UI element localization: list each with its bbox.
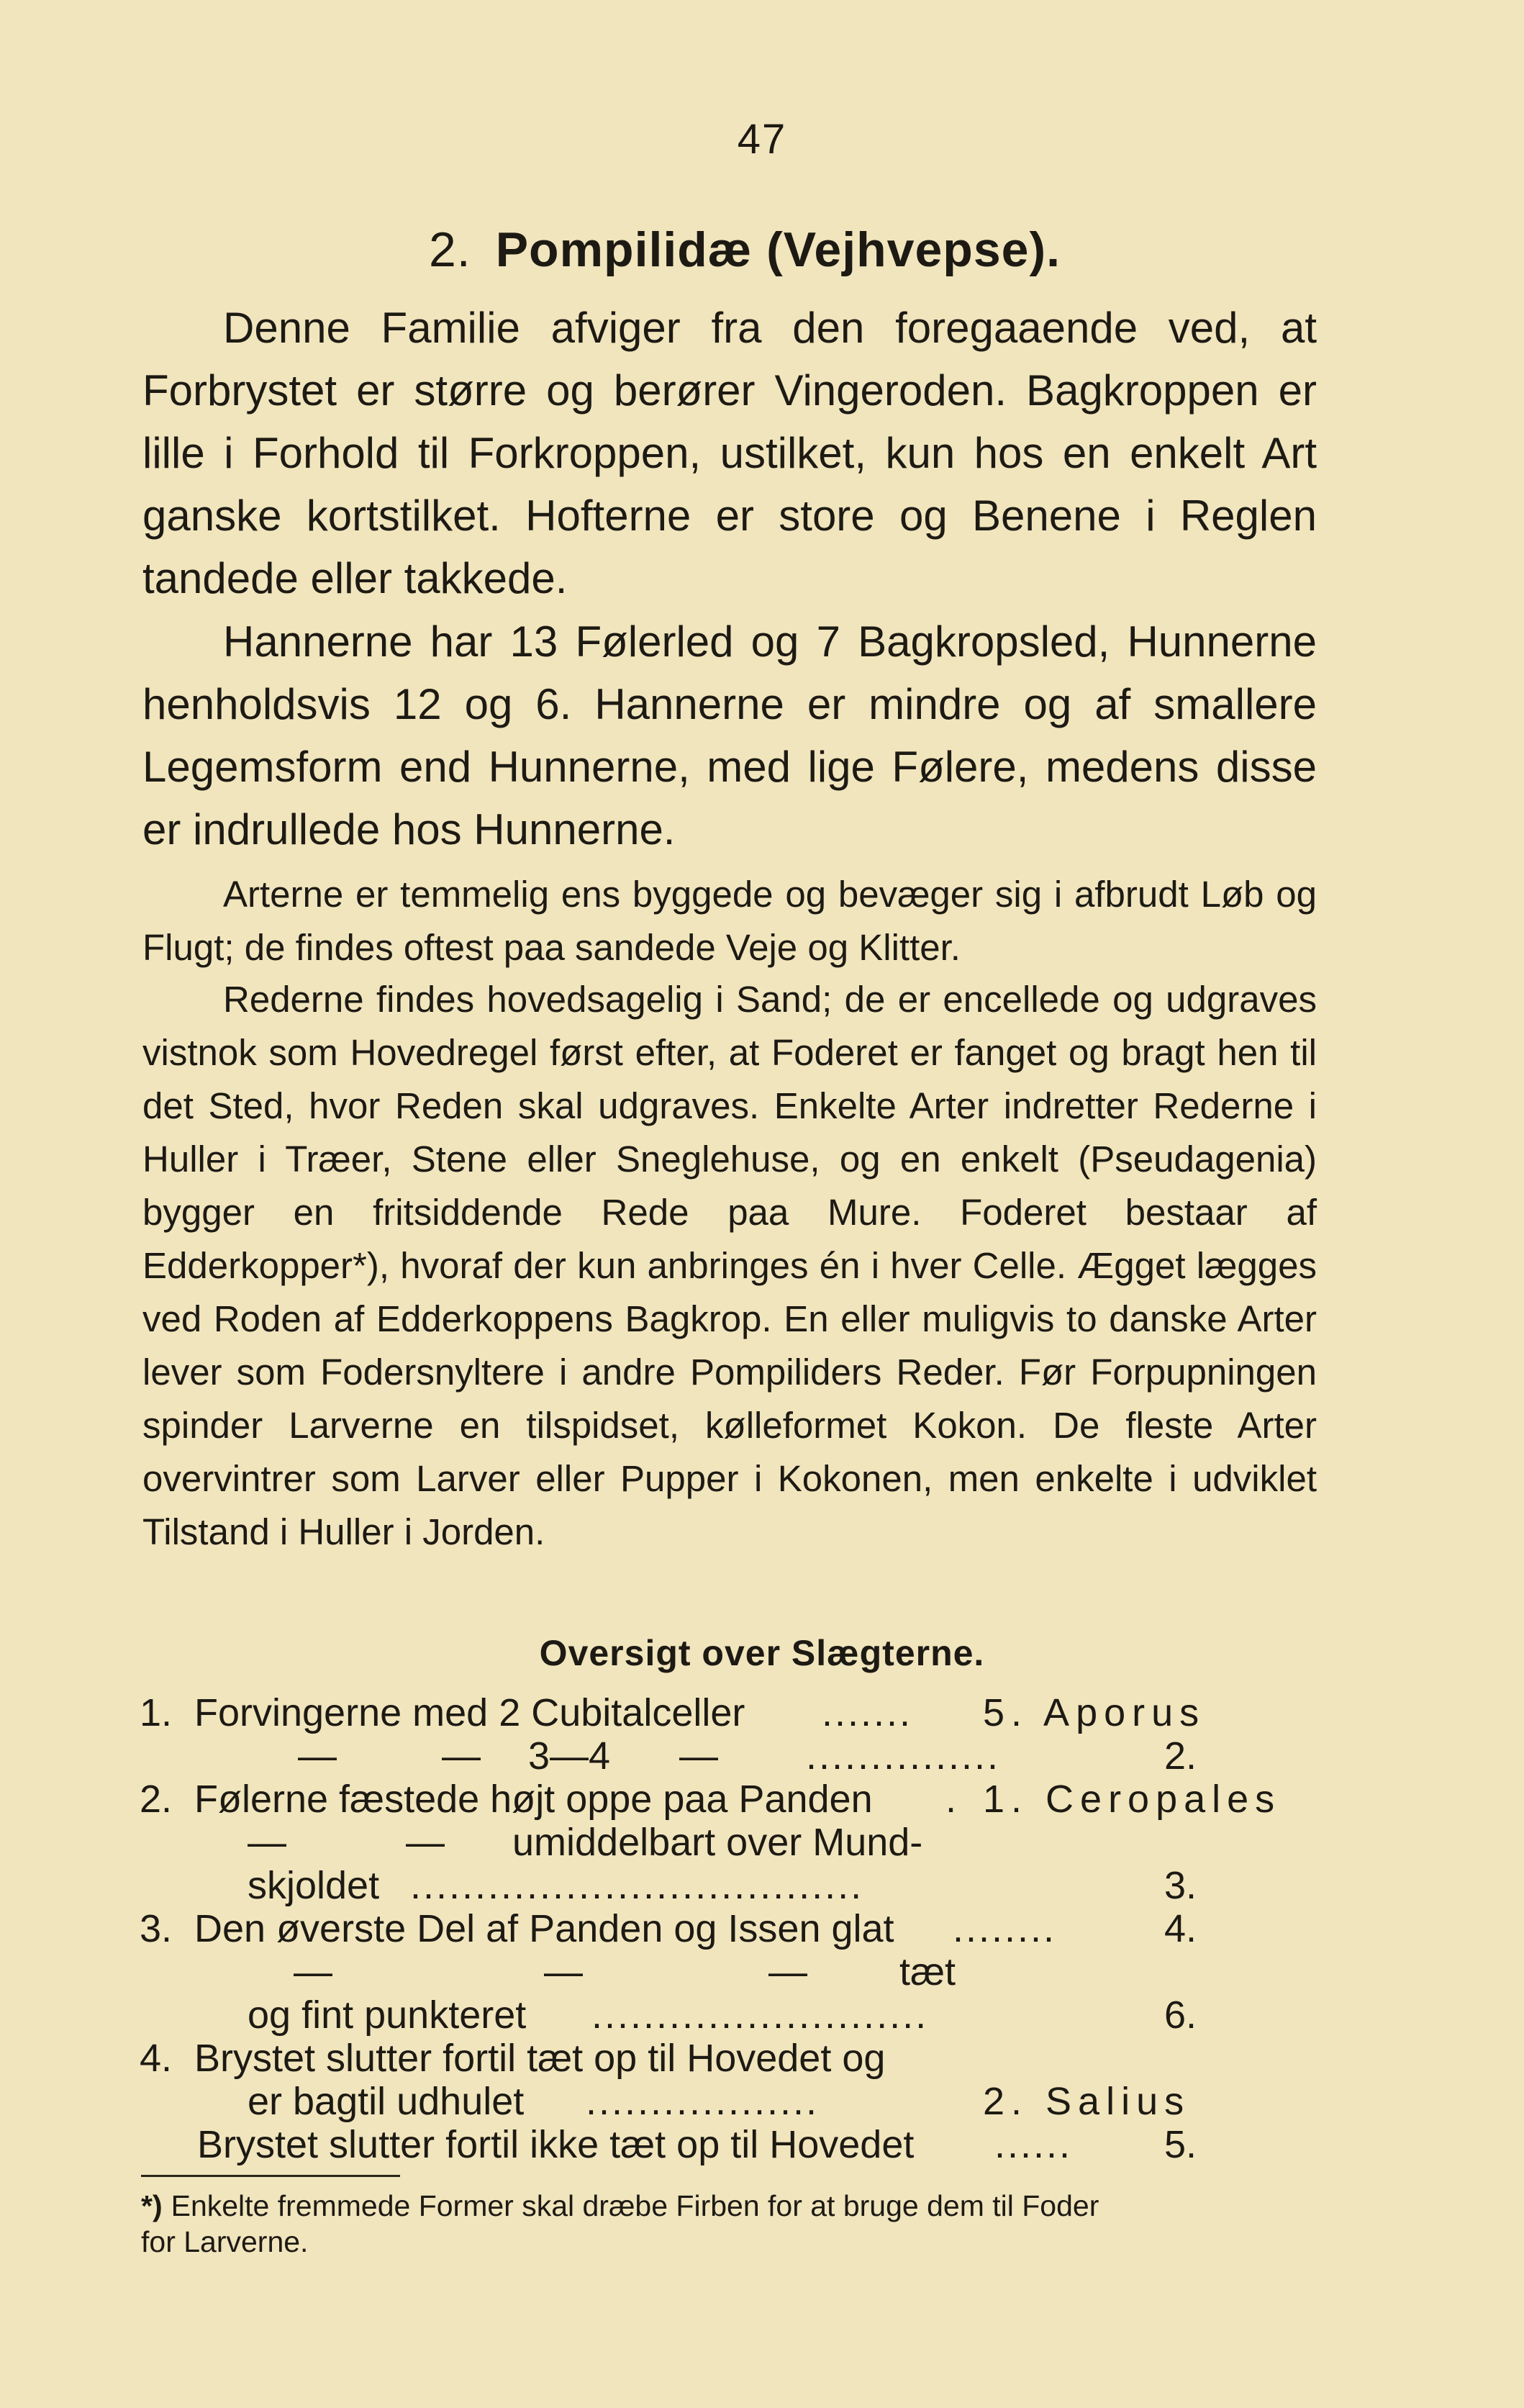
key-text: Brystet slutter fortil tæt op til Hovedet og <box>194 2037 886 2080</box>
key-text: Brystet slutter fortil ikke tæt op til Hovedet <box>197 2123 915 2166</box>
section-number: 2. <box>428 222 471 277</box>
key-reference: 2. Salius <box>983 2080 1191 2123</box>
footnote-line-1: Enkelte fremmede Former skal dræbe Firben for at bruge dem til Foder <box>171 2189 1099 2222</box>
footnote <box>141 2188 1321 2260</box>
key-text: Forvingerne med 2 Cubitalceller <box>194 1691 745 1734</box>
key-number: 3. <box>140 1907 173 1950</box>
key-number: 4. <box>140 2037 173 2080</box>
key-text: og fint punkteret <box>248 1993 527 2037</box>
key-line-7 <box>140 1950 1276 1993</box>
key-leader-dots: .......................... <box>591 1993 929 2037</box>
key-dash: — <box>768 1950 807 1993</box>
key-leader-dots: . <box>945 1778 959 1821</box>
key-text: tæt <box>899 1950 956 1993</box>
key-dash: — <box>442 1734 481 1778</box>
paragraph-3: Arterne er temmelig ens byggede og bevæger sig i afbrudt Løb og Flugt; de findes oftest paa sandede Veje og Klitter. <box>142 874 1317 968</box>
key-reference: 5. <box>1164 2123 1197 2166</box>
key-title: Oversigt over Slægterne. <box>539 1633 985 1673</box>
key-line-11 <box>140 2123 1276 2166</box>
key-leader-dots: ........ <box>953 1907 1057 1950</box>
key-leader-dots: ...... <box>994 2123 1073 2166</box>
key-reference: 5. Aporus <box>983 1691 1206 1734</box>
key-leader-dots: ....... <box>822 1691 913 1734</box>
key-leader-dots: .................. <box>586 2080 820 2123</box>
key-dash: — <box>298 1734 337 1778</box>
key-dash: — <box>679 1734 718 1778</box>
key-reference: 6. <box>1164 1993 1197 2037</box>
key-dash: — <box>406 1821 445 1864</box>
paragraph-1: Denne Familie afviger fra den foregaaende ved, at Forbrystet er større og berører Vingeroden. Bagkroppen er lille i Forhold til Forkroppen, ustilket, kun hos en enkelt Art ganske kortstilket. Hofterne er store og Benene i Reglen tandede eller takkede. <box>142 304 1317 602</box>
key-text: Den øverste Del af Panden og Issen glat <box>194 1907 894 1950</box>
key-reference: 2. <box>1164 1734 1197 1778</box>
key-line-4 <box>140 1821 1276 1864</box>
key-text: umiddelbart over Mund- <box>512 1821 923 1864</box>
key-line-2 <box>140 1734 1276 1778</box>
key-line-3 <box>140 1778 1282 1821</box>
key-line-9 <box>140 2037 1276 2080</box>
key-text: skjoldet <box>248 1864 380 1907</box>
key-text: 3—4 <box>528 1734 611 1778</box>
key-text: Følerne fæstede højt oppe paa Panden <box>194 1778 873 1821</box>
key-dash: — <box>544 1950 583 1993</box>
key-line-10 <box>140 2080 1276 2123</box>
key-reference: 1. Ceropales <box>983 1778 1282 1821</box>
key-leader-dots: ............... <box>806 1734 1001 1778</box>
key-dash: — <box>294 1950 332 1993</box>
key-line-1 <box>140 1691 1276 1734</box>
key-reference: 3. <box>1164 1864 1197 1907</box>
key-line-5 <box>140 1864 1276 1907</box>
key-leader-dots: ................................... <box>410 1864 864 1907</box>
section-title: Pompilidæ (Vejhvepse). <box>495 222 1061 277</box>
key-number: 2. <box>140 1778 173 1821</box>
page-number: 47 <box>737 116 787 163</box>
key-line-8 <box>140 1993 1276 2037</box>
key-number: 1. <box>140 1691 173 1734</box>
footnote-line-2: for Larverne. <box>141 2225 309 2258</box>
key-reference: 4. <box>1164 1907 1197 1950</box>
section-heading <box>144 222 1346 278</box>
key-line-6 <box>140 1907 1276 1950</box>
key-text: er bagtil udhulet <box>248 2080 525 2123</box>
footnote-mark: *) <box>141 2189 163 2222</box>
key-dash: — <box>248 1821 286 1864</box>
paragraph-2: Hannerne har 13 Følerled og 7 Bagkropsled, Hunnerne henholdsvis 12 og 6. Hannerne er mindre og af smallere Legemsform end Hunnerne, med lige Følere, medens disse er indrullede hos Hunnerne. <box>142 617 1317 854</box>
footnote-divider <box>141 2175 400 2177</box>
paragraph-4: Rederne findes hovedsagelig i Sand; de er encellede og udgraves vistnok som Hovedregel først efter, at Foderet er fanget og bragt hen til det Sted, hvor Reden skal udgraves. Enkelte Arter indretter Rederne i Huller i Træer, Stene eller Sneglehuse, og en enkelt (Pseudagenia) bygger en fritsiddende Rede paa Mure. Foderet bestaar af Edderkopper*), hvoraf der kun anbringes én i hver Celle. Ægget lægges ved Roden af Edderkoppens Bagkrop. En eller muligvis to danske Arter lever som Fodersnyltere i andre Pompiliders Reder. Før Forpupningen spinder Larverne en tilspidset, kølleformet Kokon. De fleste Arter overvintrer som Larver eller Pupper i Kokonen, men enkelte i udviklet Tilstand i Huller i Jorden. <box>142 979 1317 1552</box>
